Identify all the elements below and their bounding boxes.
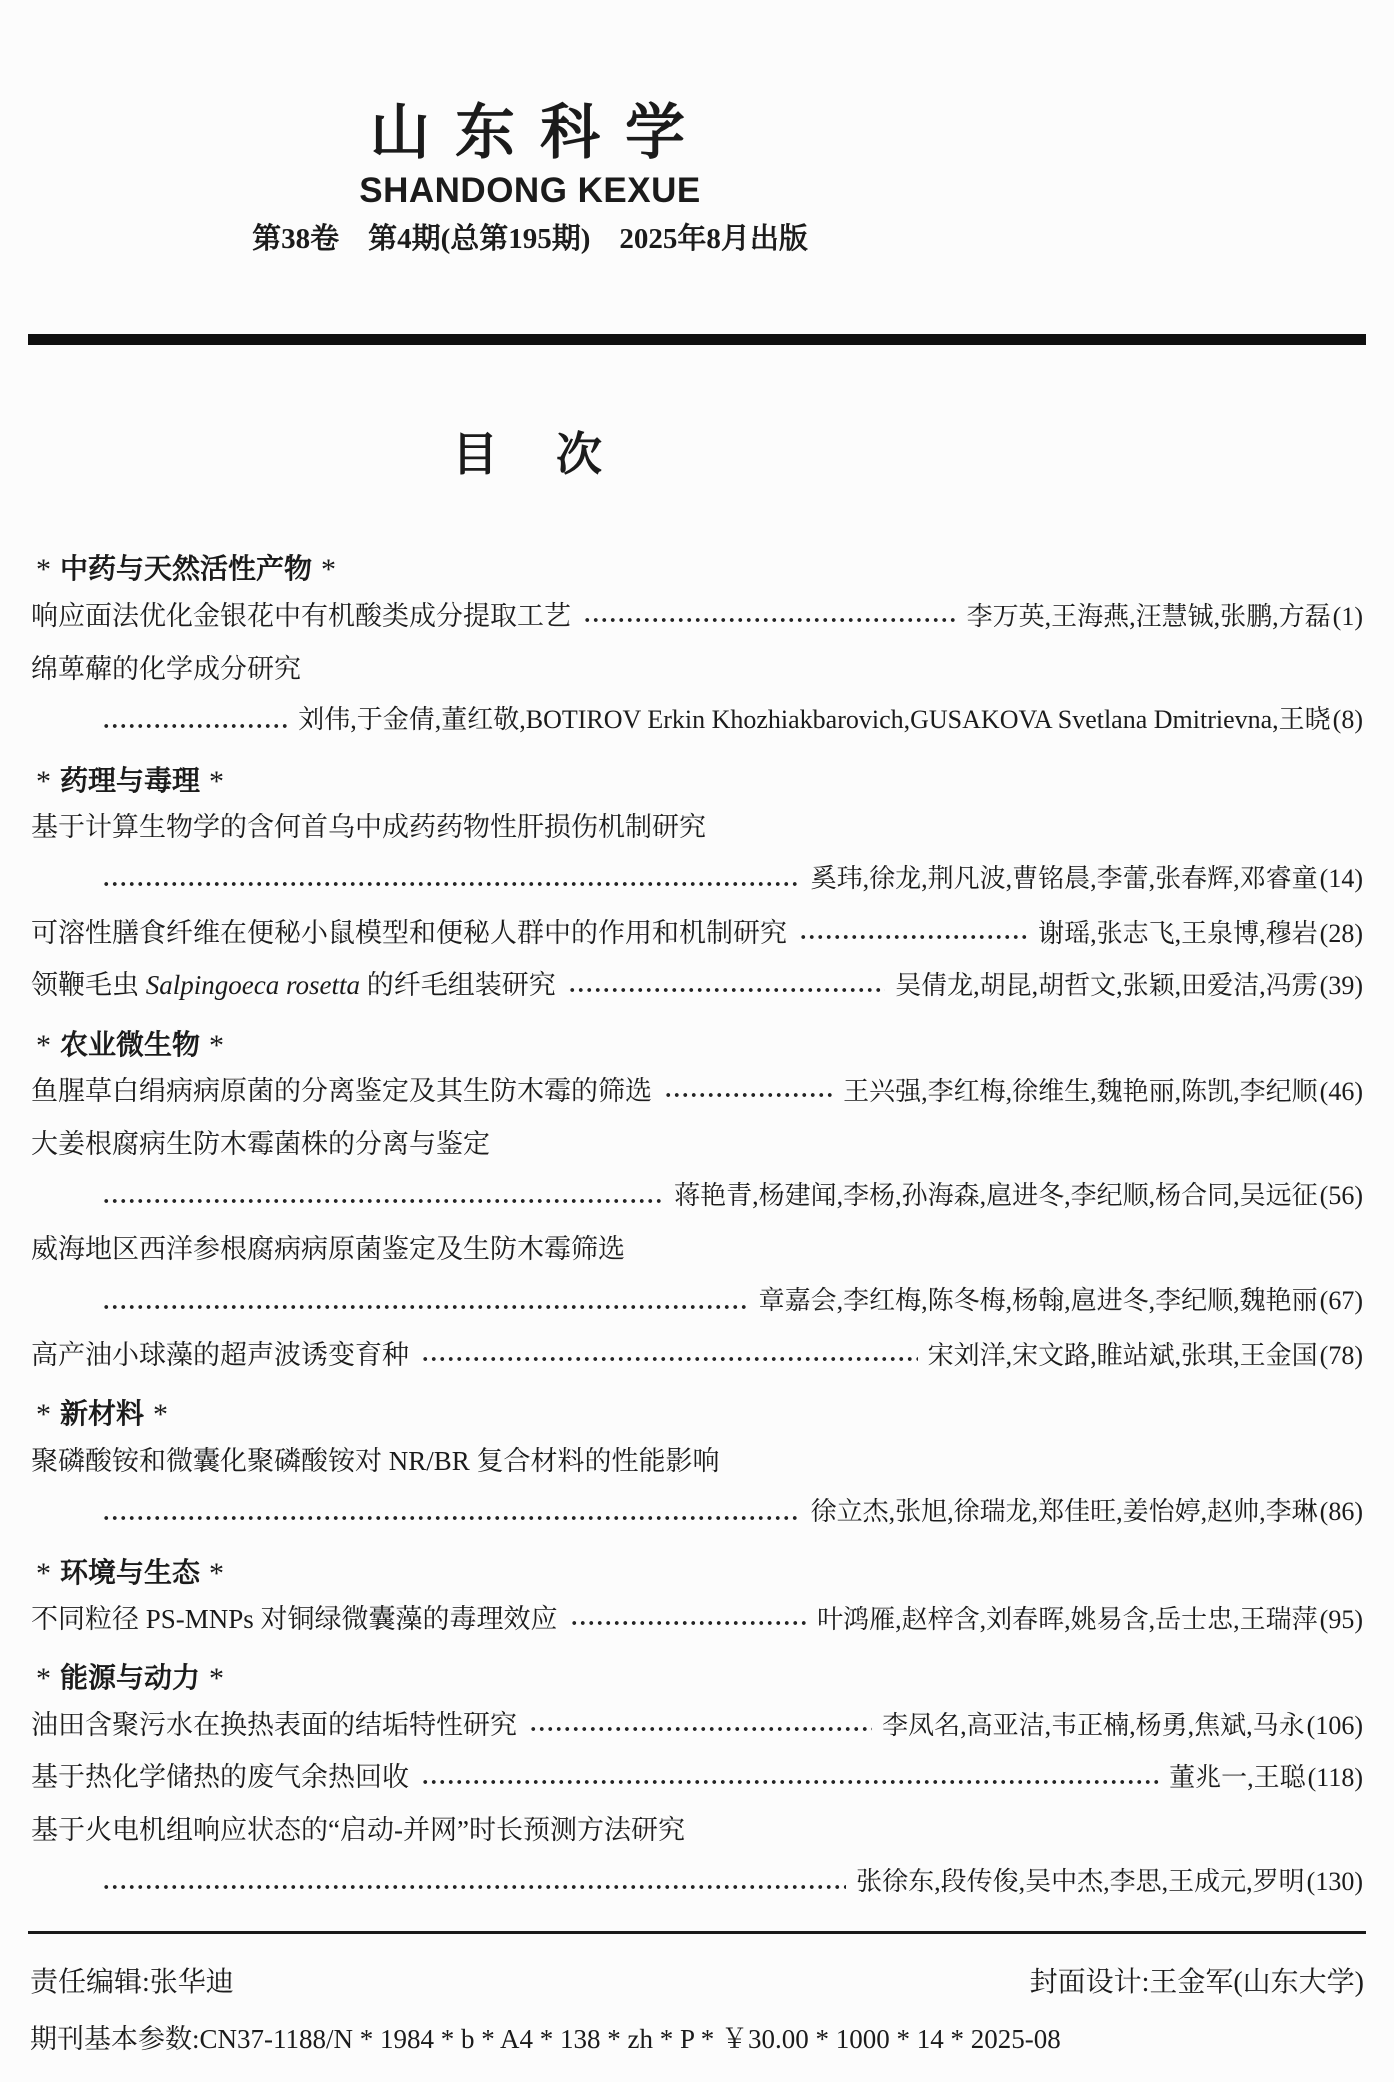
asterisk-icon: * [36, 553, 51, 587]
entry-page: (118) [1307, 1763, 1363, 1793]
toc-entry [31, 1808, 1363, 1861]
entry-title: 可溶性膳食纤维在便秘小鼠模型和便秘人群中的作用和机制研究 [31, 917, 787, 948]
entry-title: 绵萆薢的化学成分研究 [31, 653, 301, 684]
dot-leader [583, 615, 957, 625]
issue-info: 第38卷 第4期(总第195期) 2025年8月出版 [252, 223, 808, 255]
entry-title: 响应面法优化金银花中有机酸类成分提取工艺 [31, 600, 571, 631]
section-label: 农业微生物 [60, 1028, 201, 1060]
entry-title: 不同粒径 PS-MNPs 对铜绿微囊藻的毒理效应 [31, 1603, 558, 1634]
section-header [31, 752, 1363, 805]
dot-leader [421, 1354, 918, 1364]
toc-list [31, 541, 1363, 1914]
entry-page: (8) [1332, 705, 1363, 735]
dot-leader [102, 879, 801, 889]
dot-leader [102, 1196, 664, 1206]
asterisk-icon: * [153, 1398, 169, 1432]
entry-page: (14) [1319, 863, 1363, 893]
section-header [31, 1650, 1363, 1703]
entry-page: (106) [1306, 1710, 1363, 1740]
entry-page: (56) [1319, 1180, 1363, 1210]
entry-page: (46) [1319, 1076, 1363, 1106]
entry-authors: 奚玮,徐龙,荆凡波,曹铭晨,李蕾,张春辉,邓睿童 [810, 863, 1318, 893]
entry-title: 基于火电机组响应状态的“启动-并网”时长预测方法研究 [31, 1815, 685, 1846]
entry-title: 鱼腥草白绢病病原菌的分离鉴定及其生防木霉的筛选 [31, 1075, 652, 1106]
entry-page: (78) [1319, 1340, 1363, 1370]
entry-title: 聚磷酸铵和微囊化聚磷酸铵对 NR/BR 复合材料的性能影响 [31, 1445, 720, 1476]
asterisk-icon: * [209, 764, 225, 798]
dot-leader [664, 1090, 833, 1100]
entry-page: (1) [1332, 601, 1363, 631]
toc-entry-continuation [31, 1861, 1363, 1914]
dot-leader [102, 721, 288, 731]
entry-authors: 张徐东,段传俊,吴中杰,李思,王成元,罗明 [856, 1866, 1305, 1896]
dot-leader [568, 985, 885, 995]
section-header [31, 1386, 1363, 1439]
toc-entry [31, 647, 1363, 700]
section-label: 能源与动力 [60, 1662, 201, 1694]
entry-page: (130) [1306, 1866, 1363, 1896]
entry-page: (86) [1319, 1497, 1363, 1527]
asterisk-icon: * [36, 1662, 51, 1696]
asterisk-icon: * [209, 1028, 225, 1062]
entry-authors: 谢瑶,张志飞,王泉博,穆岩 [1038, 918, 1318, 948]
entry-authors: 李凤名,高亚洁,韦正楠,杨勇,焦斌,马永 [882, 1710, 1305, 1740]
dot-leader [570, 1618, 808, 1628]
toc-entry [31, 805, 1363, 858]
entry-authors: 宋刘洋,宋文路,睢站斌,张琪,王金国 [927, 1340, 1318, 1370]
section-label: 中药与天然活性产物 [60, 553, 313, 585]
asterisk-icon: * [36, 1556, 51, 1590]
entry-title: 基于计算生物学的含何首乌中成药药物性肝损伤机制研究 [31, 811, 706, 842]
entry-title: 大姜根腐病生防木霉菌株的分离与鉴定 [31, 1128, 490, 1159]
toc-entry-continuation [31, 1280, 1363, 1333]
toc-entry [31, 911, 1363, 964]
footer-editors-line [30, 1960, 1364, 2000]
journal-title-en: SHANDONG KEXUE [359, 171, 701, 210]
toc-entry [31, 1755, 1363, 1808]
asterisk-icon: * [209, 1662, 225, 1696]
asterisk-icon: * [209, 1556, 225, 1590]
entry-authors: 吴倩龙,胡昆,胡哲文,张颖,田爱洁,冯雳 [895, 971, 1318, 1001]
species-name-italic: Salpingoeca rosetta [145, 970, 360, 1001]
toc-entry-continuation [31, 858, 1363, 911]
dot-leader [421, 1777, 1159, 1787]
section-label: 新材料 [60, 1398, 145, 1430]
entry-authors: 李万英,王海燕,汪慧铖,张鹏,方磊 [966, 601, 1331, 631]
entry-title: 威海地区西洋参根腐病病原菌鉴定及生防木霉筛选 [31, 1234, 625, 1265]
entry-title: 高产油小球藻的超声波诱变育种 [31, 1339, 409, 1370]
asterisk-icon: * [36, 1028, 51, 1062]
entry-authors: 刘伟,于金倩,董红敬,BOTIROV Erkin Khozhiakbarovich,GUSAKOVA Svetlana Dmitrievna,王晓 [298, 705, 1331, 735]
toc-entry [31, 594, 1363, 647]
entry-authors: 董兆一,王聪 [1169, 1763, 1306, 1793]
section-header [31, 541, 1363, 594]
toc-entry [31, 1069, 1363, 1122]
divider-thick [28, 334, 1366, 345]
toc-entry-continuation [31, 1491, 1363, 1544]
section-label: 环境与生态 [60, 1556, 201, 1588]
section-label: 药理与毒理 [60, 764, 201, 796]
toc-entry [31, 1122, 1363, 1175]
toc-entry [31, 963, 1363, 1016]
cover-design: 封面设计:王金军(山东大学) [1029, 1967, 1364, 1998]
section-header [31, 1544, 1363, 1597]
journal-parameters: 期刊基本参数:CN37-1188/N * 1984 * b * A4 * 138 * zh * P * ￥30.00 * 1000 * 14 * 2025-08 [30, 2024, 1061, 2054]
toc-entry [31, 1597, 1363, 1650]
asterisk-icon: * [36, 1398, 51, 1432]
toc-entry [31, 1227, 1363, 1280]
journal-title-cn: 山 东 科 学 [370, 100, 690, 166]
entry-page: (39) [1319, 971, 1363, 1001]
entry-authors: 王兴强,李红梅,徐维生,魏艳丽,陈凯,李纪顺 [843, 1076, 1318, 1106]
toc-title: 目 次 [452, 429, 608, 480]
toc-entry-continuation [31, 1175, 1363, 1228]
asterisk-icon: * [321, 553, 337, 587]
section-header [31, 1016, 1363, 1069]
entry-page: (95) [1319, 1604, 1363, 1634]
entry-authors: 蒋艳青,杨建闻,李杨,孙海森,扈进冬,李纪顺,杨合同,吴远征 [674, 1180, 1318, 1210]
toc-entry [31, 1439, 1363, 1492]
dot-leader [102, 1513, 801, 1523]
entry-title-text: 领鞭毛虫 [31, 970, 146, 1001]
entry-page: (67) [1319, 1286, 1363, 1316]
dot-leader [529, 1724, 872, 1734]
entry-title-text: 的纤毛组装研究 [359, 970, 556, 1001]
asterisk-icon: * [36, 764, 51, 798]
dot-leader [102, 1302, 749, 1312]
entry-title [31, 963, 556, 1002]
dot-leader [102, 1882, 846, 1892]
dot-leader [799, 932, 1028, 942]
toc-entry [31, 1703, 1363, 1756]
entry-page: (28) [1319, 918, 1363, 948]
managing-editor: 责任编辑:张华迪 [30, 1967, 234, 1998]
entry-title: 基于热化学储热的废气余热回收 [31, 1762, 409, 1793]
journal-header [30, 102, 1030, 257]
entry-title: 油田含聚污水在换热表面的结垢特性研究 [31, 1709, 517, 1740]
entry-authors: 章嘉会,李红梅,陈冬梅,杨翰,扈进冬,李纪顺,魏艳丽 [758, 1286, 1318, 1316]
entry-authors: 徐立杰,张旭,徐瑞龙,郑佳旺,姜怡婷,赵帅,李琳 [810, 1497, 1318, 1527]
toc-entry-continuation [31, 699, 1363, 752]
toc-entry [31, 1333, 1363, 1386]
divider-thin [28, 1931, 1366, 1934]
entry-authors: 叶鸿雁,赵梓含,刘春晖,姚易含,岳士忠,王瑞萍 [817, 1604, 1318, 1634]
